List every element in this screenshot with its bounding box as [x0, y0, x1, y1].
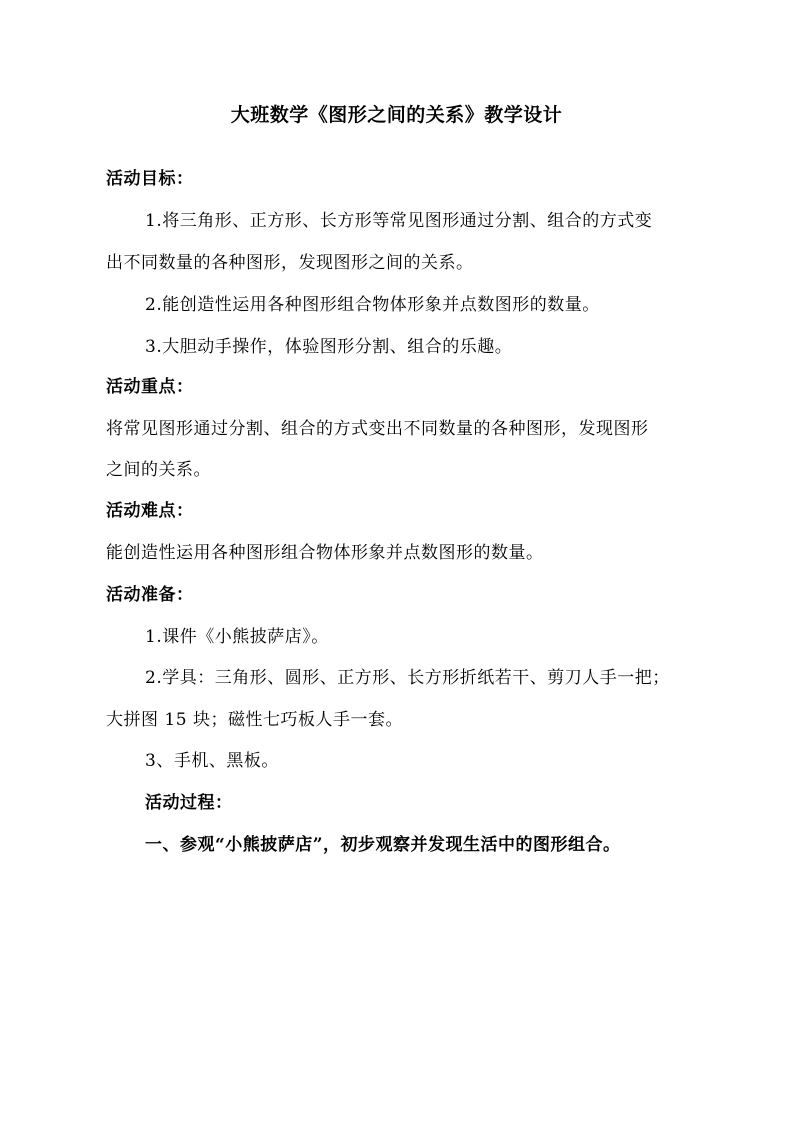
goal-2: 2.能创造性运用各种图形组合物体形象并点数图形的数量。	[145, 295, 600, 315]
process-heading: 活动过程：	[145, 793, 233, 813]
goal-3: 3.大胆动手操作，体验图形分割、组合的乐趣。	[145, 337, 513, 357]
difficulty-text: 能创造性运用各种图形组合物体形象并点数图形的数量。	[106, 543, 544, 563]
goals-heading: 活动目标：	[106, 169, 194, 189]
key-point-line-1: 将常见图形通过分割、组合的方式变出不同数量的各种图形，发现图形	[106, 419, 649, 439]
document-title: 大班数学《图形之间的关系》教学设计	[230, 104, 563, 126]
goal-1-line-2: 出不同数量的各种图形，发现图形之间的关系。	[106, 253, 474, 273]
preparation-item-2-line-2: 大拼图 15 块；磁性七巧板人手一套。	[106, 710, 403, 730]
preparation-heading: 活动准备：	[106, 585, 194, 605]
key-point-heading: 活动重点：	[106, 377, 194, 397]
preparation-item-2-line-1: 2.学具：三角形、圆形、正方形、长方形折纸若干、剪刀人手一把；	[145, 668, 670, 688]
key-point-line-2: 之间的关系。	[106, 460, 211, 480]
preparation-item-3: 3、手机、黑板。	[145, 751, 279, 771]
goal-1-line-1: 1.将三角形、正方形、长方形等常见图形通过分割、组合的方式变	[145, 211, 653, 231]
difficulty-heading: 活动难点：	[106, 501, 194, 521]
preparation-item-1: 1.课件《小熊披萨店》。	[145, 627, 329, 647]
process-step-1: 一、参观“小熊披萨店”，初步观察并发现生活中的图形组合。	[145, 835, 621, 855]
